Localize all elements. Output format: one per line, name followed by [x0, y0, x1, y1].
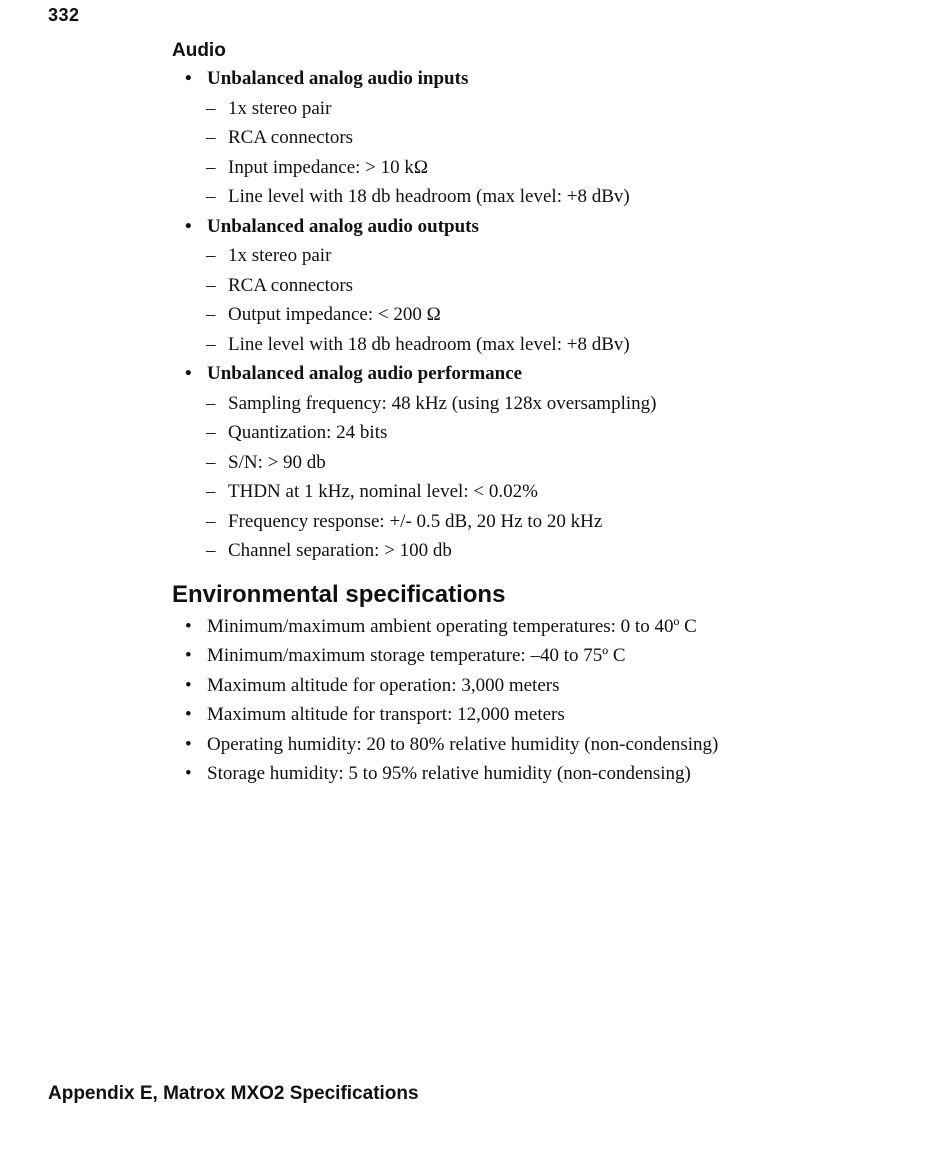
- spec-item: – RCA connectors: [172, 123, 912, 153]
- audio-heading: Audio: [172, 40, 226, 61]
- spec-item: • Minimum/maximum storage temperature: –40 to 75º C: [172, 641, 912, 671]
- environmental-heading: Environmental specifications: [172, 580, 506, 608]
- spec-item: • Storage humidity: 5 to 95% relative humidity (non-condensing): [172, 759, 912, 789]
- spec-item: – Output impedance: < 200 Ω: [172, 300, 912, 330]
- page-number: 332: [48, 5, 80, 25]
- environmental-spec-list: [172, 612, 912, 789]
- spec-item: – 1x stereo pair: [172, 94, 912, 124]
- audio-group-title: • Unbalanced analog audio inputs: [172, 64, 912, 94]
- spec-item: • Minimum/maximum ambient operating temperatures: 0 to 40º C: [172, 612, 912, 642]
- spec-item: – Channel separation: > 100 db: [172, 536, 912, 566]
- spec-item: – S/N: > 90 db: [172, 448, 912, 478]
- spec-item: – Input impedance: > 10 kΩ: [172, 153, 912, 183]
- spec-item: – Line level with 18 db headroom (max level: +8 dBv): [172, 330, 912, 360]
- spec-item: – Quantization: 24 bits: [172, 418, 912, 448]
- spec-item: • Maximum altitude for transport: 12,000 meters: [172, 700, 912, 730]
- audio-group-title: • Unbalanced analog audio outputs: [172, 212, 912, 242]
- audio-spec-list: [172, 64, 912, 566]
- spec-item: – RCA connectors: [172, 271, 912, 301]
- spec-item: • Operating humidity: 20 to 80% relative humidity (non-condensing): [172, 730, 912, 760]
- spec-item: – THDN at 1 kHz, nominal level: < 0.02%: [172, 477, 912, 507]
- spec-item: – Frequency response: +/- 0.5 dB, 20 Hz to 20 kHz: [172, 507, 912, 537]
- spec-item: – Line level with 18 db headroom (max level: +8 dBv): [172, 182, 912, 212]
- audio-group-title: • Unbalanced analog audio performance: [172, 359, 912, 389]
- spec-item: • Maximum altitude for operation: 3,000 meters: [172, 671, 912, 701]
- spec-item: – 1x stereo pair: [172, 241, 912, 271]
- spec-item: – Sampling frequency: 48 kHz (using 128x oversampling): [172, 389, 912, 419]
- page-content: [172, 38, 912, 789]
- page-footer: Appendix E, Matrox MXO2 Specifications: [48, 1083, 419, 1104]
